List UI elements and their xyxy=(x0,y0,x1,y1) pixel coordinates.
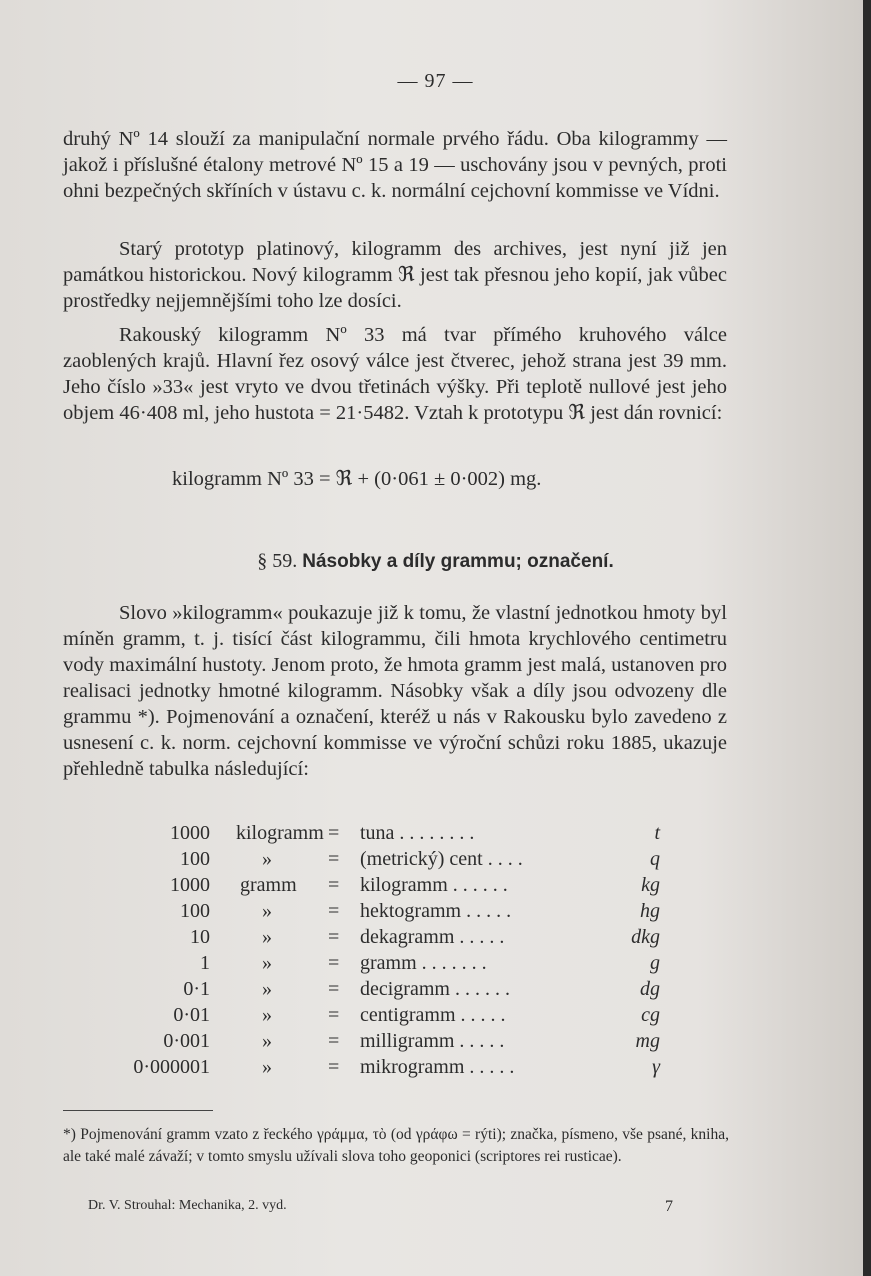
name: hektogramm . . . . . xyxy=(360,900,512,922)
name: mikrogramm . . . . . xyxy=(360,1056,515,1078)
name: gramm . . . . . . . xyxy=(360,952,487,974)
name: milligramm . . . . . xyxy=(360,1030,505,1052)
symbol: dkg xyxy=(631,926,660,948)
symbol: kg xyxy=(641,874,660,896)
symbol: g xyxy=(650,952,660,974)
signature-mark: 7 xyxy=(665,1198,673,1215)
symbol: t xyxy=(654,822,660,844)
factor: 10 xyxy=(190,926,210,948)
paragraph-1-text: druhý Nº 14 slouží za manipulační normale prvého řádu. Oba kilogrammy — jakož i příslušné étalony metrové Nº 15 a 19 — uschovány jsou v pevných, proti ohni bezpečných skříních v ústavu c. k. normální cejchovní kommisse ve Vídni. xyxy=(63,128,727,202)
paragraph-3-text: Rakouský kilogramm Nº 33 má tvar přímého kruhového válce zaoblených krajů. Hlavní řez osový válce jest čtverec, jehož strana jest 39 mm. Jeho číslo »33« jest vryto ve dvou třetinách výšky. Při teplotě nullové jest jeho objem 46·408 ml, jeho hustota = 21·5482. Vztah k prototypu ℜ jest dán rovnicí: xyxy=(63,324,727,424)
symbol: mg xyxy=(635,1030,660,1052)
table-row xyxy=(0,900,871,926)
equals: = xyxy=(328,978,340,1000)
symbol: q xyxy=(650,848,660,870)
name: dekagramm . . . . . xyxy=(360,926,505,948)
paragraph-2-text: Starý prototyp platinový, kilogramm des archives, jest nyní již jen památkou historickou. Nový kilogramm ℜ jest tak přesnou jeho kopií, jak vůbec prostředky nejjemnějšími toho lze dosíci. xyxy=(63,238,727,312)
table-row xyxy=(0,822,871,848)
name: kilogramm . . . . . . xyxy=(360,874,508,896)
symbol: γ xyxy=(652,1056,660,1078)
factor: 0·1 xyxy=(183,978,210,1000)
table-row xyxy=(0,848,871,874)
footnote-divider xyxy=(63,1110,213,1111)
footnote: *) Pojmenování gramm vzato z řeckého γράμμα, τὸ (od γράφω = rýti); značka, písmeno, vše psané, kniha, ale také malé závaží; v tomto smyslu užívali slova toho geoponici (scriptores rei rusticae). xyxy=(63,1126,729,1165)
unit: » xyxy=(262,978,272,1000)
factor: 0·01 xyxy=(173,1004,210,1026)
name: (metrický) cent . . . . xyxy=(360,848,523,870)
paragraph-4-text: Slovo »kilogramm« poukazuje již k tomu, že vlastní jednotkou hmoty byl míněn gramm, t. j. tisící část kilogrammu, čili hmota krychlového centimetru vody maximální hustoty. Jenom proto, že hmota gramm jest malá, ustanoven pro realisaci jednotky hmotné kilogramm. Násobky však a díly jsou odvozeny dle grammu *). Pojmenování a označení, kteréž u nás v Rakousku bylo zavedeno z usnesení c. k. norm. cejchovní kommisse ve výroční schůzi roku 1885, ukazuje přehledně tabulka následující: xyxy=(63,602,727,780)
unit: » xyxy=(262,1004,272,1026)
table-row xyxy=(0,1004,871,1030)
table-row xyxy=(0,952,871,978)
name: tuna . . . . . . . . xyxy=(360,822,475,844)
table-row xyxy=(0,978,871,1004)
equals: = xyxy=(328,952,340,974)
factor: 1000 xyxy=(170,822,210,844)
unit: kilogramm xyxy=(236,822,324,844)
equals: = xyxy=(328,822,340,844)
table-row xyxy=(0,926,871,952)
page-number: — 97 — xyxy=(397,70,474,92)
symbol: cg xyxy=(641,1004,660,1026)
unit: » xyxy=(262,900,272,922)
name: centigramm . . . . . xyxy=(360,1004,506,1026)
equals: = xyxy=(328,1030,340,1052)
name: decigramm . . . . . . xyxy=(360,978,510,1000)
unit: » xyxy=(262,952,272,974)
paragraph-1 xyxy=(63,126,727,204)
paragraph-2 xyxy=(63,236,727,314)
equals: = xyxy=(328,874,340,896)
footer-citation: Dr. V. Strouhal: Mechanika, 2. vyd. xyxy=(88,1198,287,1213)
paragraph-4 xyxy=(63,600,727,782)
symbol: hg xyxy=(640,900,660,922)
unit: » xyxy=(262,848,272,870)
section-title: Násobky a díly grammu; označení. xyxy=(302,551,614,572)
equals: = xyxy=(328,926,340,948)
factor: 0·001 xyxy=(163,1030,210,1052)
table-row xyxy=(0,874,871,900)
symbol: dg xyxy=(640,978,660,1000)
factor: 1000 xyxy=(170,874,210,896)
table-row xyxy=(0,1030,871,1056)
unit: » xyxy=(262,1030,272,1052)
table-row xyxy=(0,1056,871,1082)
page-footer xyxy=(88,1198,673,1214)
unit: » xyxy=(262,1056,272,1078)
factor: 0·000001 xyxy=(133,1056,210,1078)
paragraph-3 xyxy=(63,322,727,426)
page-edge xyxy=(863,0,871,1276)
equals: = xyxy=(328,1056,340,1078)
section-heading xyxy=(0,550,871,573)
unit: » xyxy=(262,926,272,948)
factor: 100 xyxy=(180,848,210,870)
factor: 1 xyxy=(200,952,210,974)
equation: kilogramm Nº 33 = ℜ + (0·061 ± 0·002) mg. xyxy=(172,468,542,490)
unit: gramm xyxy=(240,874,297,896)
equals: = xyxy=(328,848,340,870)
section-number: § 59. xyxy=(257,550,298,572)
factor: 100 xyxy=(180,900,210,922)
equals: = xyxy=(328,900,340,922)
equals: = xyxy=(328,1004,340,1026)
